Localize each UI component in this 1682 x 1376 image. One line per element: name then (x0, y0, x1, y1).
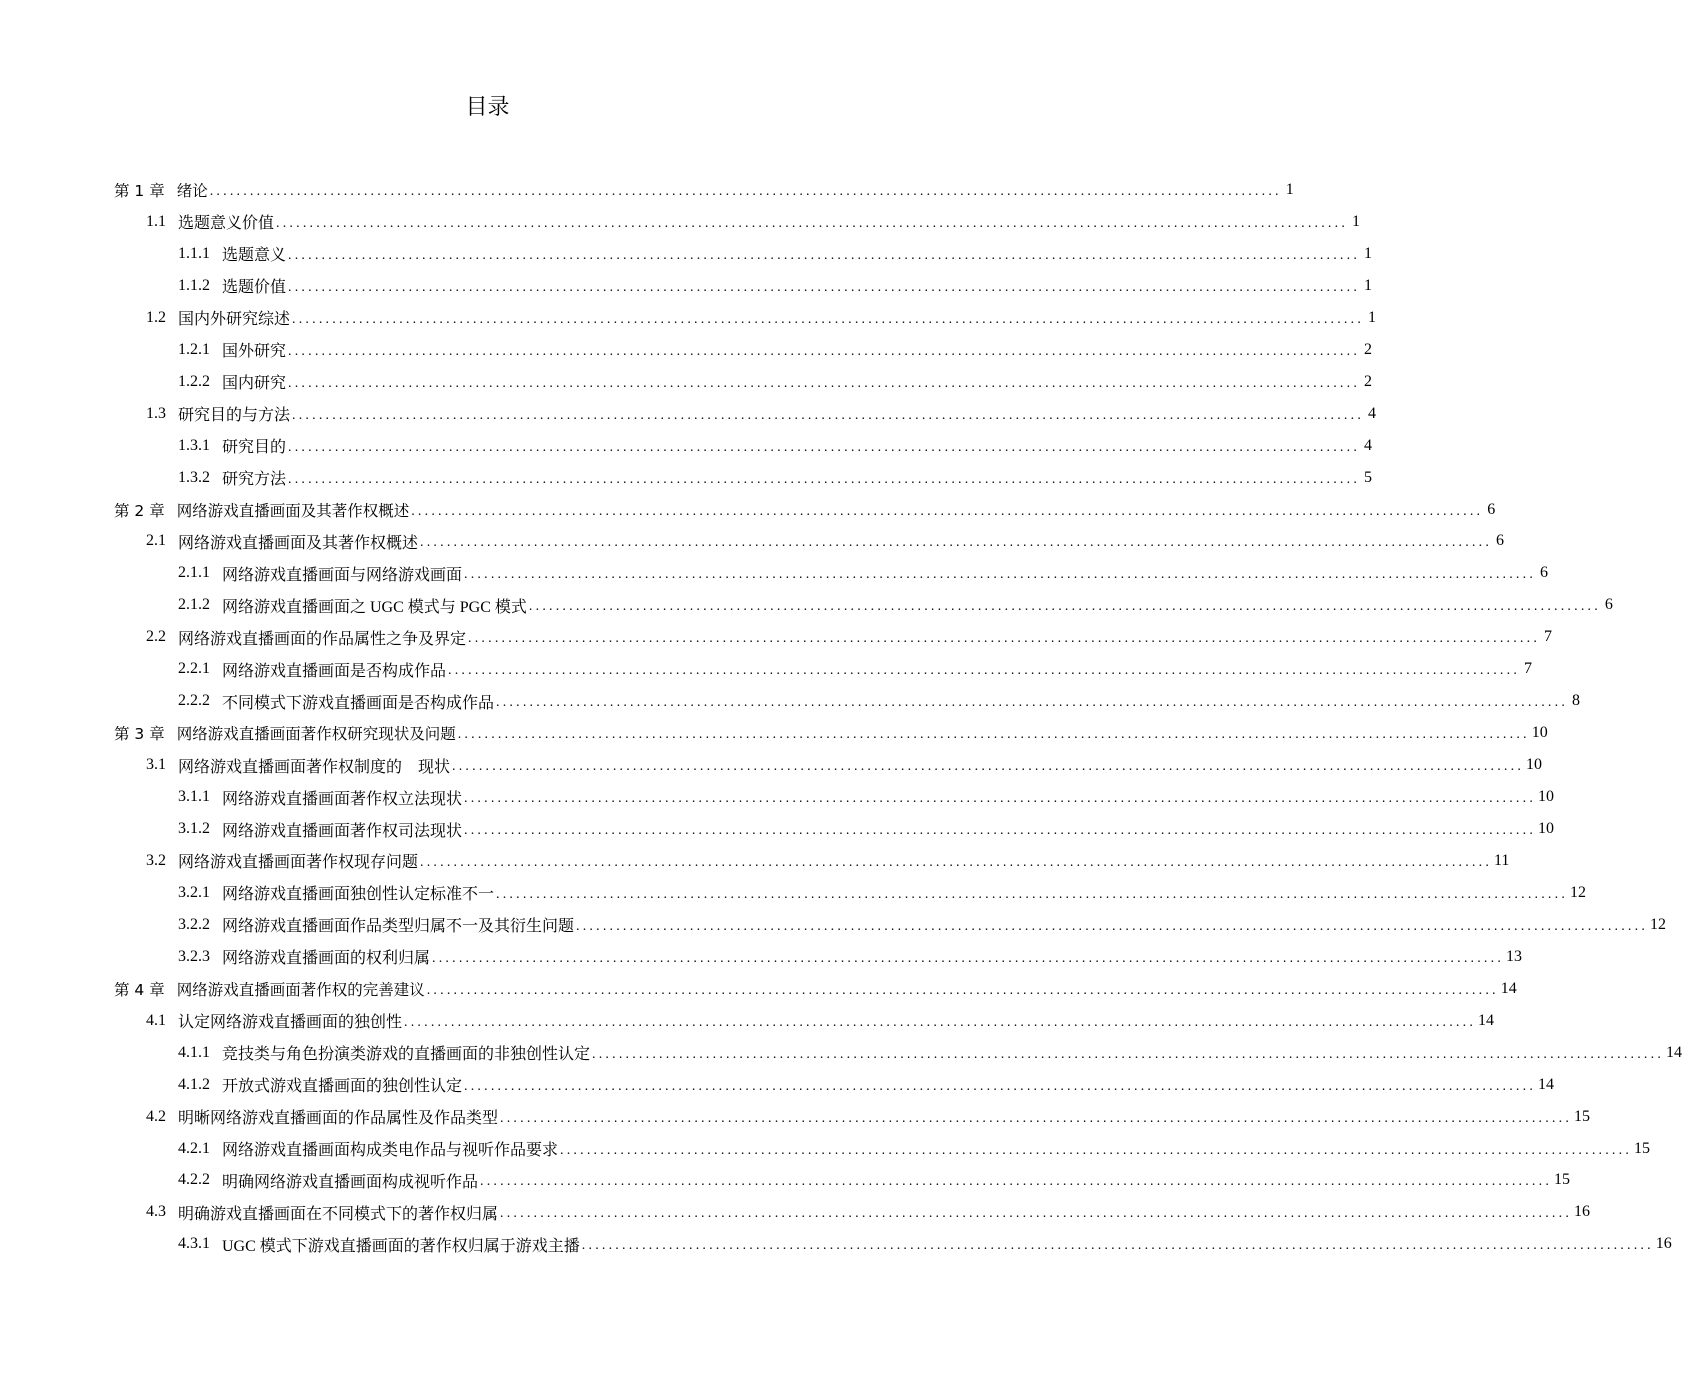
toc-dot-leader: ................................................................................................................................................................ (420, 535, 1493, 551)
toc-entry-number: 1.1 (146, 212, 166, 230)
toc-entry[interactable] (146, 399, 1377, 429)
toc-entry-page-number: 14 (1478, 1011, 1495, 1029)
toc-entry-page-number: 4 (1368, 404, 1377, 422)
toc-entry-number: 3.2.1 (178, 883, 210, 901)
toc-entry-title: 网络游戏直播画面的权利归属 (222, 950, 431, 968)
toc-entry-page-number: 10 (1538, 788, 1555, 806)
toc-dot-leader: ................................................................................................................................................................ (276, 215, 1349, 231)
toc-entry-page-number: 14 (1666, 1043, 1682, 1061)
toc-entry[interactable] (146, 622, 1553, 652)
toc-entry-number: 4.1.2 (178, 1075, 210, 1093)
toc-dot-leader: ................................................................................................................................................................ (457, 727, 1530, 743)
toc-entry-number: 1.2 (146, 308, 166, 326)
toc-entry-number: 1.2.1 (178, 340, 210, 358)
toc-entry[interactable] (178, 558, 1549, 588)
toc-entry[interactable] (114, 718, 1548, 748)
toc-entry[interactable] (178, 1038, 1682, 1068)
toc-entry-title: 网络游戏直播画面是否构成作品 (222, 662, 447, 680)
toc-entry-title: 网络游戏直播画面著作权现存问题 (178, 854, 419, 872)
toc-entry-page-number: 1 (1364, 244, 1373, 262)
toc-entry-page-number: 11 (1494, 851, 1510, 869)
toc-entry[interactable] (178, 367, 1373, 397)
toc-entry-page-number: 10 (1531, 724, 1548, 742)
toc-entry-title: 网络游戏直播画面著作权司法现状 (222, 822, 463, 840)
toc-entry-title: 研究方法 (222, 471, 287, 489)
toc-dot-leader: ................................................................................................................................................................ (480, 1174, 1553, 1190)
toc-entry[interactable] (178, 590, 1613, 620)
toc-entry-title: 国外研究 (222, 343, 287, 361)
toc-entry[interactable] (178, 814, 1555, 844)
toc-entry-number: 1.1.2 (178, 276, 210, 294)
toc-entry-number: 4.3.1 (178, 1235, 210, 1253)
toc-entry-page-number: 6 (1487, 500, 1496, 518)
toc-entry-title: UGC 模式下游戏直播画面的著作权归属于游戏主播 (222, 1237, 580, 1255)
toc-entry-page-number: 6 (1604, 596, 1613, 614)
toc-entry-page-number: 14 (1538, 1075, 1555, 1093)
toc-entry-page-number: 8 (1572, 692, 1581, 710)
toc-entry-page-number: 15 (1634, 1139, 1651, 1157)
toc-entry-title: 网络游戏直播画面的作品属性之争及界定 (178, 630, 467, 648)
toc-entry-title: 网络游戏直播画面著作权的完善建议 (176, 980, 425, 999)
toc-entry-title: 网络游戏直播画面著作权制度的 现状 (178, 758, 451, 776)
toc-entry-title: 网络游戏直播画面著作权立法现状 (222, 790, 463, 808)
toc-entry-number: 2.1 (146, 532, 166, 550)
toc-entry-number: 3.2.2 (178, 915, 210, 933)
toc-entry-number: 3.2.3 (178, 947, 210, 965)
toc-entry-page-number: 16 (1655, 1235, 1672, 1253)
toc-dot-leader: ................................................................................................................................................................ (288, 279, 1361, 295)
toc-entry-page-number: 5 (1364, 468, 1373, 486)
toc-entry-page-number: 13 (1506, 947, 1523, 965)
toc-entry-page-number: 15 (1574, 1107, 1591, 1125)
toc-entry-number: 4.1 (146, 1011, 166, 1029)
toc-entry-number: 1.3.1 (178, 436, 210, 454)
toc-entry[interactable] (178, 463, 1373, 493)
toc-entry-number: 4.2 (146, 1107, 166, 1125)
toc-entry-title: 不同模式下游戏直播画面是否构成作品 (222, 694, 495, 712)
toc-entry-title: 研究目的 (222, 439, 287, 457)
toc-entry-number: 4.1.1 (178, 1043, 210, 1061)
toc-entry[interactable] (146, 207, 1361, 237)
toc-dot-leader: ................................................................................................................................................................ (432, 950, 1505, 966)
toc-entry-number: 2.2.2 (178, 692, 210, 710)
toc-entry-title: 国内外研究综述 (178, 311, 291, 329)
toc-entry-page-number: 1 (1364, 276, 1373, 294)
toc-entry-number: 2.2 (146, 628, 166, 646)
toc-entry-page-number: 1 (1368, 308, 1377, 326)
toc-entry-page-number: 15 (1554, 1171, 1571, 1189)
toc-entry-title: 绪论 (176, 182, 208, 200)
toc-entry-page-number: 12 (1570, 883, 1587, 901)
toc-entry[interactable] (178, 1229, 1672, 1259)
toc-dot-leader: ................................................................................................................................................................ (560, 1142, 1633, 1158)
toc-entry-number: 4.3 (146, 1203, 166, 1221)
toc-dot-leader: ................................................................................................................................................................ (288, 471, 1361, 487)
toc-entry-title: 竞技类与角色扮演类游戏的直播画面的非独创性认定 (222, 1046, 591, 1064)
toc-entry[interactable] (146, 303, 1377, 333)
toc-entry-number: 第 1 章 (114, 182, 165, 200)
toc-entry[interactable] (178, 335, 1373, 365)
toc-entry-page-number: 1 (1285, 181, 1294, 198)
toc-entry-page-number: 14 (1500, 979, 1517, 997)
toc-entry-number: 3.1.2 (178, 820, 210, 837)
toc-entry-title: 国内研究 (222, 375, 287, 393)
toc-entry-number: 4.2.1 (178, 1139, 210, 1157)
toc-dot-leader: ................................................................................................................................................................ (426, 982, 1499, 998)
toc-entry-page-number: 1 (1352, 212, 1361, 230)
toc-dot-leader: ................................................................................................................................................................ (404, 1014, 1477, 1030)
toc-entry-title: 选题意义 (222, 247, 287, 265)
toc-dot-leader: ................................................................................................................................................................ (209, 184, 1282, 199)
toc-entry-number: 3.1.1 (178, 788, 210, 806)
toc-entry-page-number: 16 (1574, 1203, 1591, 1221)
toc-entry[interactable] (178, 878, 1587, 908)
toc-entry-number: 1.3 (146, 404, 166, 422)
toc-entry[interactable] (146, 1102, 1591, 1132)
toc-entry-page-number: 2 (1364, 340, 1373, 358)
toc-entry-title: 网络游戏直播画面作品类型归属不一及其衍生问题 (222, 918, 575, 936)
toc-dot-leader: ................................................................................................................................................................ (452, 759, 1525, 775)
toc-entry-title: 网络游戏直播画面之 UGC 模式与 PGC 模式 (222, 598, 527, 616)
toc-entry-title: 网络游戏直播画面及其著作权概述 (176, 501, 410, 520)
toc-entry[interactable] (178, 271, 1373, 301)
toc-entry[interactable] (114, 974, 1517, 1004)
toc-entry[interactable] (146, 1197, 1591, 1227)
toc-dot-leader: ................................................................................................................................................................ (496, 886, 1569, 902)
toc-dot-leader: ................................................................................................................................................................ (496, 695, 1569, 711)
toc-entry-title: 开放式游戏直播画面的独创性认定 (222, 1078, 463, 1096)
toc-entry[interactable] (146, 750, 1543, 780)
toc-entry[interactable] (146, 526, 1505, 556)
toc-entry[interactable] (178, 1165, 1571, 1195)
toc-entry[interactable] (146, 1006, 1495, 1036)
toc-dot-leader: ................................................................................................................................................................ (448, 663, 1521, 679)
toc-entry-number: 第 4 章 (114, 980, 165, 999)
toc-entry-number: 4.2.2 (178, 1171, 210, 1189)
toc-entry-title: 网络游戏直播画面构成类电作品与视听作品要求 (222, 1142, 559, 1159)
toc-entry-title: 选题意义价值 (178, 215, 275, 233)
toc-entry[interactable] (178, 1134, 1651, 1164)
toc-entry-page-number: 2 (1364, 372, 1373, 390)
toc-entry-number: 3.1 (146, 756, 166, 774)
toc-dot-leader: ................................................................................................................................................................ (420, 854, 1493, 870)
toc-entry[interactable] (114, 495, 1496, 525)
toc-entry[interactable] (178, 654, 1533, 684)
toc-entry[interactable] (178, 910, 1667, 940)
toc-dot-leader: ................................................................................................................................................................ (500, 1110, 1573, 1126)
toc-dot-leader: ................................................................................................................................................................ (528, 599, 1601, 615)
toc-dot-leader: ................................................................................................................................................................ (500, 1206, 1573, 1222)
toc-dot-leader: ................................................................................................................................................................ (464, 567, 1537, 583)
toc-entry-title: 明晰网络游戏直播画面的作品属性及作品类型 (178, 1110, 499, 1128)
toc-entry-title: 网络游戏直播画面独创性认定标准不一 (222, 886, 495, 904)
page-title: 目录 (465, 95, 510, 120)
toc-dot-leader: ................................................................................................................................................................ (464, 823, 1537, 838)
toc-entry-title: 网络游戏直播画面与网络游戏画面 (222, 566, 463, 584)
toc-entry-page-number: 6 (1540, 564, 1549, 582)
toc-entry[interactable] (146, 846, 1510, 876)
toc-entry[interactable] (178, 239, 1373, 269)
toc-entry[interactable] (114, 175, 1294, 205)
toc-entry-title: 选题价值 (222, 279, 287, 297)
toc-dot-leader: ................................................................................................................................................................ (464, 1078, 1537, 1094)
toc-entry-title: 明确游戏直播画面在不同模式下的著作权归属 (178, 1205, 499, 1223)
toc-entry-title: 网络游戏直播画面及其著作权概述 (178, 534, 419, 552)
toc-dot-leader: ................................................................................................................................................................ (581, 1238, 1654, 1254)
toc-dot-leader: ................................................................................................................................................................ (576, 918, 1649, 934)
toc-entry-title: 认定网络游戏直播画面的独创性 (178, 1014, 403, 1032)
toc-entry-number: 2.1.1 (178, 564, 210, 582)
toc-entry-title: 明确网络游戏直播画面构成视听作品 (222, 1173, 479, 1191)
toc-entry-number: 3.2 (146, 851, 166, 869)
toc-entry-number: 1.3.2 (178, 468, 210, 486)
toc-entry[interactable] (178, 686, 1581, 716)
toc-dot-leader: ................................................................................................................................................................ (468, 631, 1541, 647)
toc-entry-number: 第 3 章 (114, 725, 165, 744)
toc-entry[interactable] (178, 782, 1555, 812)
toc-entry-page-number: 7 (1524, 660, 1533, 678)
toc-entry-page-number: 10 (1538, 820, 1555, 837)
toc-entry[interactable] (178, 431, 1373, 461)
toc-dot-leader: ................................................................................................................................................................ (288, 247, 1361, 263)
toc-entry-page-number: 4 (1364, 436, 1373, 454)
toc-entry-title: 研究目的与方法 (178, 407, 291, 425)
toc-dot-leader: ................................................................................................................................................................ (288, 343, 1361, 359)
toc-entry-page-number: 10 (1526, 756, 1543, 774)
toc-dot-leader: ................................................................................................................................................................ (292, 407, 1365, 423)
toc-dot-leader: ................................................................................................................................................................ (292, 311, 1365, 327)
toc-entry-title: 网络游戏直播画面著作权研究现状及问题 (176, 725, 456, 744)
toc-entry[interactable] (178, 1070, 1555, 1100)
toc-entry-page-number: 6 (1496, 532, 1505, 550)
toc-dot-leader: ................................................................................................................................................................ (464, 791, 1537, 807)
toc-dot-leader: ................................................................................................................................................................ (288, 439, 1361, 455)
toc-entry-number: 2.2.1 (178, 660, 210, 678)
toc-dot-leader: ................................................................................................................................................................ (288, 375, 1361, 391)
toc-dot-leader: ................................................................................................................................................................ (592, 1046, 1665, 1062)
toc-dot-leader: ................................................................................................................................................................ (411, 503, 1484, 519)
toc-entry-page-number: 12 (1650, 915, 1667, 933)
toc-entry-number: 2.1.2 (178, 596, 210, 614)
toc-entry-page-number: 7 (1544, 628, 1553, 646)
toc-entry-number: 1.1.1 (178, 244, 210, 262)
toc-entry-number: 1.2.2 (178, 372, 210, 390)
toc-entry-number: 第 2 章 (114, 501, 165, 520)
toc-entry[interactable] (178, 942, 1523, 972)
